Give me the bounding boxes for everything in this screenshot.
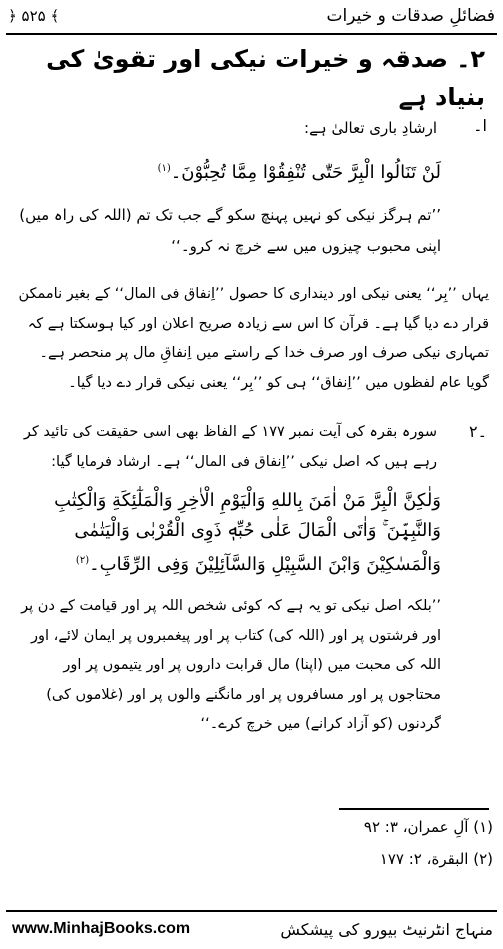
footer-rule: [6, 910, 497, 912]
quran-verse-2: [14, 486, 441, 580]
page-number: ﴿ ۵۲۵ ﴾: [8, 7, 60, 25]
translation-1: ’’تم ہرگز نیکی کو نہیں پہنچ سکو گے جب تک تم (اللہ کی راہ میں) اپنی محبوب چیزوں میں سے خرچ نہ کرو۔‘‘: [19, 206, 441, 255]
page-header: [8, 4, 495, 30]
verse-2-ref: (۲): [75, 555, 90, 566]
publisher-credit: منہاج انٹرنیٹ بیورو کی پیشکش: [280, 920, 493, 939]
verse-1-ref: (۱): [157, 163, 171, 174]
page-footer: [6, 918, 497, 942]
verse-1-text: لَنْ تَنَالُوا الْبِرَّ حَتّٰی تُنْفِقُوْا مِمَّا تُحِبُّوْنَ۔: [170, 162, 441, 183]
translation-2: ’’بلکہ اصل نیکی تو یہ ہے کہ کوئی شخص اللہ پر اور قیامت کے دن پر اور فرشتوں پر اور (اللہ کی) کتاب پر اور پیغمبروں پر ایمان لائے، اور اللہ کی محبت میں (اپنا) مال قرابت داروں پر اور یتیموں پر اور محتاجوں پر اور مسافروں پر اور مانگنے والوں پر اور (غلاموں کی) گردنوں (کو آزاد کرانے) میں خرچ کرے۔‘‘: [21, 598, 441, 732]
footnote-1: (۱) آلِ عمران، ۳: ۹۲: [363, 818, 493, 836]
quran-verse-1: [80, 150, 441, 192]
explanation-1: یہاں ’’بِر‘‘ یعنی نیکی اور دینداری کا حصول ’’اِنفاق فی المال‘‘ کے بغیر ناممکن قرار دے دیا گیا ہے۔ قرآن کا اس سے زیادہ صریح اعلان اور کیا ہوسکتا ہے کہ تمہاری نیکی صرف اور صرف خدا کے راستے میں اِنفاقِ مال پر منحصر ہے۔ گویا عام لفظوں میں ’’اِنفاق‘‘ ہی کو ’’بِر‘‘ یعنی نیکی قرار دے دیا گیا۔: [18, 286, 489, 391]
section-heading: ۲۔ صدقہ و خیرات نیکی اور تقویٰ کی بنیاد ہے: [46, 45, 485, 111]
section2-intro: سورہ بقرہ کی آیت نمبر ۱۷۷ کے الفاظ بھی اسی حقیقت کی تائید کر رہے ہیں کہ اصل نیکی ’’اِنفاق فی المال‘‘ ہے۔ ارشاد فرمایا گیا:: [23, 424, 437, 470]
item-marker-1: ا۔: [473, 116, 487, 135]
footnote-rule: [339, 808, 489, 810]
footnote-2: (۲) البقرة، ۲: ۱۷۷: [379, 850, 493, 868]
header-rule: [6, 33, 497, 35]
verse-2-text: وَلٰکِنَّ الْبِرَّ مَنْ اٰمَنَ بِاللهِ وَالْيَوْمِ الْاٰخِرِ وَالْمَلٰٓئِکَةِ وَالْکِتٰبِ وَالنَّبِيّٖنَ ۚ وَاٰتَی الْمَالَ عَلٰی حُبِّهٖ ذَوِی الْقُرْبٰی وَالْيَتٰمٰی وَالْمَسٰکِيْنَ وَابْنَ السَّبِيْلِ وَالسَّآئِلِيْنَ وَفِی الرِّقَابِ۔: [54, 490, 441, 575]
running-title: فضائلِ صدقات و خیرات: [326, 6, 495, 26]
item-marker-2: ۲۔: [469, 422, 487, 441]
section1-intro: ارشادِ باری تعالیٰ ہے:: [304, 119, 437, 137]
website-url[interactable]: www.MinhajBooks.com: [12, 920, 191, 937]
